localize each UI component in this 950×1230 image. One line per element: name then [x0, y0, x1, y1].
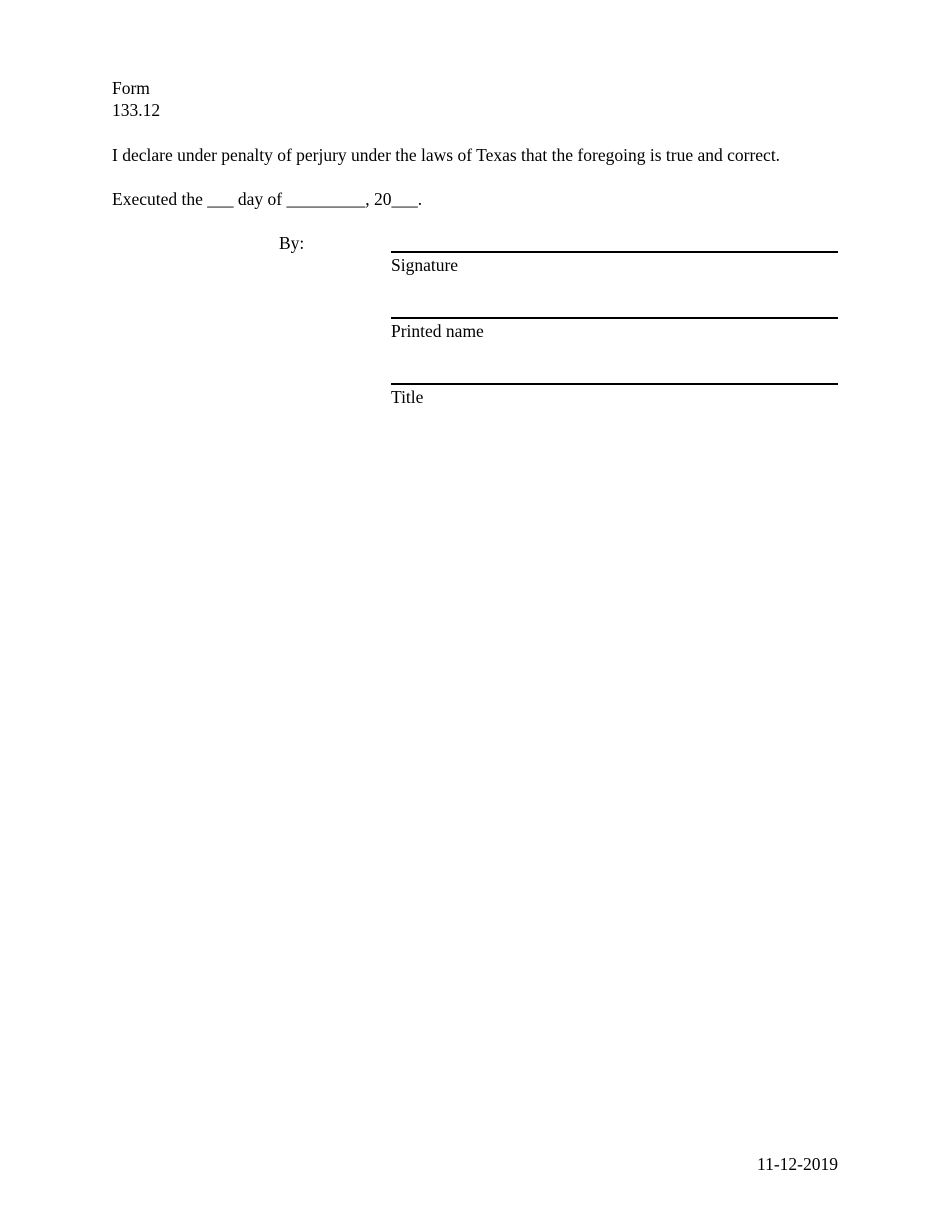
printed-name-line — [391, 317, 838, 319]
form-label: Form — [112, 78, 150, 98]
title-line — [391, 383, 838, 385]
executed-date-line: Executed the ___ day of _________, 20___. — [112, 189, 423, 209]
signature-line — [391, 251, 838, 253]
footer-date: 11-12-2019 — [756, 1154, 838, 1174]
printed-name-caption: Printed name — [391, 321, 484, 341]
by-label: By: — [279, 233, 305, 253]
form-number: 133.12 — [112, 100, 161, 120]
declaration-text: I declare under penalty of perjury under the laws of Texas that the foregoing is true and correct. — [112, 145, 781, 165]
signature-caption: Signature — [391, 255, 459, 275]
title-caption: Title — [391, 387, 424, 407]
